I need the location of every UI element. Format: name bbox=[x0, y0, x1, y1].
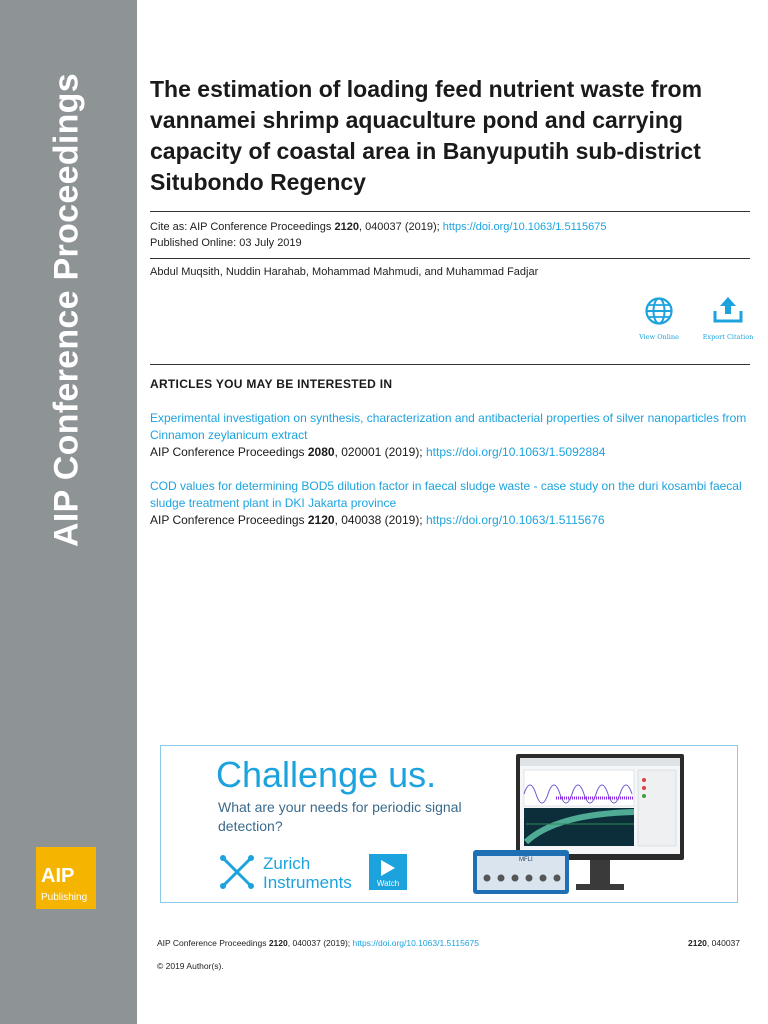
advertisement-banner[interactable] bbox=[160, 745, 738, 903]
related-rest: , 020001 (2019); bbox=[334, 445, 426, 459]
footer-right-volume: 2120 bbox=[688, 938, 707, 948]
ad-brand-line2: Instruments bbox=[263, 873, 352, 892]
related-journal: AIP Conference Proceedings bbox=[150, 513, 308, 527]
divider bbox=[150, 258, 750, 259]
authors: Abdul Muqsith, Nuddin Harahab, Mohammad Mahmudi, and Muhammad Fadjar bbox=[150, 266, 539, 278]
related-article-title[interactable]: COD values for determining BOD5 dilution factor in faecal sludge waste - case study on the duri kosambi faecal sludge treatment plant in DKI Jakarta province bbox=[150, 479, 742, 510]
device-label: MFLI bbox=[519, 857, 533, 863]
article-title: The estimation of loading feed nutrient waste from vannamei shrimp aquaculture pond and carrying capacity of coastal area in Banyuputih sub-district Situbondo Regency bbox=[150, 76, 703, 195]
view-online-button[interactable] bbox=[629, 296, 689, 341]
related-rest: , 040038 (2019); bbox=[334, 513, 426, 527]
ad-brand-line1: Zurich bbox=[263, 854, 311, 873]
footer-right-rest: , 040037 bbox=[706, 938, 741, 948]
zurich-instruments-logo-icon bbox=[219, 854, 255, 890]
related-article bbox=[150, 410, 750, 461]
sidebar bbox=[0, 0, 137, 1024]
footer-page-ref bbox=[688, 938, 740, 948]
related-article-citation bbox=[150, 444, 750, 461]
related-article bbox=[150, 478, 750, 529]
export-citation-button[interactable] bbox=[698, 296, 758, 341]
related-doi-link[interactable]: https://doi.org/10.1063/1.5115676 bbox=[425, 513, 605, 527]
related-volume: 2080 bbox=[307, 445, 335, 459]
export-icon bbox=[712, 296, 744, 326]
citation-prefix: Cite as: AIP Conference Proceedings bbox=[150, 221, 335, 233]
logo-text: AIP bbox=[41, 865, 75, 887]
aip-publishing-logo[interactable] bbox=[36, 847, 96, 909]
published-date: Published Online: 03 July 2019 bbox=[150, 237, 302, 249]
footer-volume: 2120 bbox=[268, 938, 288, 948]
footer-journal: AIP Conference Proceedings bbox=[157, 938, 269, 948]
citation-line bbox=[150, 221, 606, 233]
related-volume: 2120 bbox=[307, 513, 335, 527]
related-article-citation bbox=[150, 512, 750, 529]
export-citation-label: Export Citation bbox=[702, 333, 754, 341]
journal-name-vertical: AIP Conference Proceedings bbox=[47, 73, 86, 547]
copyright: © 2019 Author(s). bbox=[157, 961, 224, 971]
related-article-title[interactable]: Experimental investigation on synthesis, characterization and antibacterial properties of silver nanoparticles from Cinnamon zeylanicum extract bbox=[150, 411, 747, 442]
citation-rest: , 040037 (2019); bbox=[358, 221, 443, 233]
watch-label: Watch bbox=[376, 879, 400, 888]
divider bbox=[150, 211, 750, 212]
play-icon bbox=[381, 860, 395, 876]
ad-headline: Challenge us. bbox=[216, 754, 437, 795]
footer-rest: , 040037 (2019); bbox=[287, 938, 353, 948]
divider bbox=[150, 364, 750, 365]
logo-subtext: Publishing bbox=[41, 892, 88, 903]
globe-icon bbox=[644, 296, 674, 326]
footer-citation bbox=[157, 938, 479, 948]
mfli-device-illustration bbox=[471, 848, 571, 898]
related-journal: AIP Conference Proceedings bbox=[150, 445, 308, 459]
watch-button[interactable] bbox=[369, 854, 407, 890]
ad-brand bbox=[263, 854, 352, 892]
related-doi-link[interactable]: https://doi.org/10.1063/1.5092884 bbox=[425, 445, 606, 459]
footer-doi-link[interactable]: https://doi.org/10.1063/1.5115675 bbox=[352, 938, 479, 948]
doi-link[interactable]: https://doi.org/10.1063/1.5115675 bbox=[442, 221, 607, 233]
citation-volume: 2120 bbox=[334, 221, 359, 233]
ad-subtext: What are your needs for periodic signal detection? bbox=[218, 799, 462, 834]
view-online-label: View Online bbox=[639, 333, 679, 341]
related-heading: ARTICLES YOU MAY BE INTERESTED IN bbox=[150, 377, 393, 391]
